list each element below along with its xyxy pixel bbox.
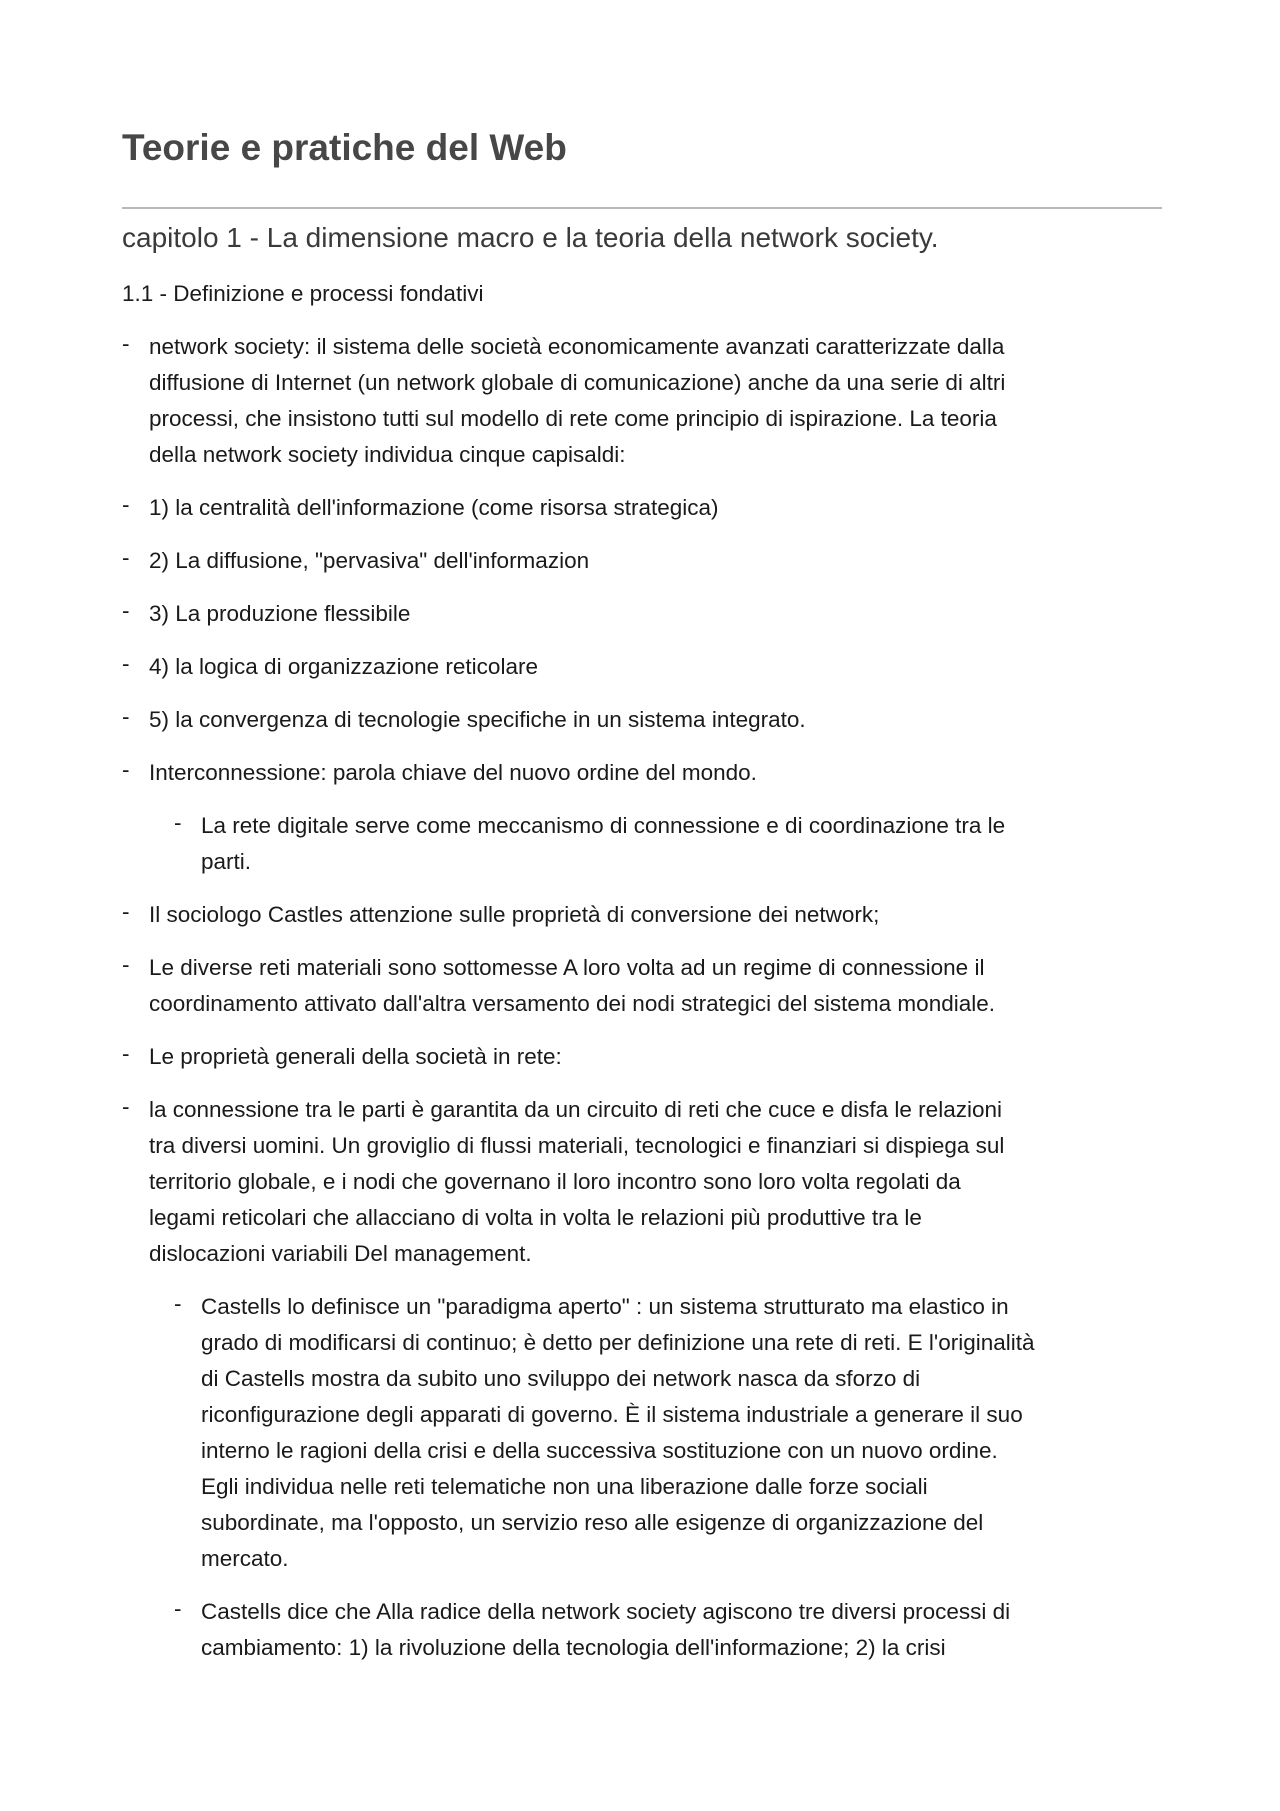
list-item-line: cambiamento: 1) la rivoluzione della tecnologia dell'informazione; 2) la crisi [201, 1635, 946, 1660]
list-item-line: Castells lo definisce un "paradigma aperto" : un sistema strutturato ma elastico in [201, 1294, 1009, 1319]
list-item [122, 543, 1172, 579]
nested-list-item [174, 808, 1172, 880]
bullet-dash: - [174, 1596, 182, 1621]
list-item-line: parti. [201, 849, 252, 874]
list-item-line: diffusione di Internet (un network globale di comunicazione) anche da una serie di altri [149, 370, 1006, 395]
bullet-dash: - [122, 1094, 130, 1119]
bullet-dash: - [122, 899, 130, 924]
list-item-line: legami reticolari che allacciano di volta in volta le relazioni più produttive tra le [149, 1205, 922, 1230]
list-item [122, 596, 1172, 632]
list-item-line: La rete digitale serve come meccanismo di connessione e di coordinazione tra le [201, 813, 1006, 838]
list-item-line: tra diversi uomini. Un groviglio di flussi materiali, tecnologici e finanziari si dispiega sul [149, 1133, 1005, 1158]
list-item-line: subordinate, ma l'opposto, un servizio reso alle esigenze di organizzazione del [201, 1510, 984, 1535]
list-item-line: 3) La produzione flessibile [149, 601, 411, 626]
list-item-line: 1) la centralità dell'informazione (come risorsa strategica) [149, 495, 719, 520]
list-item-line: Castells dice che Alla radice della network society agiscono tre diversi processi di [201, 1599, 1011, 1624]
chapter-heading: capitolo 1 - La dimensione macro e la teoria della network society. [122, 222, 939, 253]
document-title: Teorie e pratiche del Web [122, 127, 567, 168]
bullet-dash: - [122, 651, 130, 676]
list-item-line: la connessione tra le parti è garantita da un circuito di reti che cuce e disfa le relazioni [149, 1097, 1002, 1122]
list-item-line: grado di modificarsi di continuo; è detto per definizione una rete di reti. E l'originalità [201, 1330, 1035, 1355]
nested-list-item [174, 1594, 1172, 1666]
nested-list-item [174, 1289, 1172, 1577]
list-item [122, 755, 1172, 791]
list-item [122, 1092, 1172, 1272]
list-item [122, 490, 1172, 526]
bullet-dash: - [122, 492, 130, 517]
list-item-line: territorio globale, e i nodi che governano il loro incontro sono loro volta regolati da [149, 1169, 961, 1194]
list-item [122, 329, 1172, 473]
list-item [122, 649, 1172, 685]
list-item-line: mercato. [201, 1546, 289, 1571]
list-item-line: Le diverse reti materiali sono sottomesse A loro volta ad un regime di connessione il [149, 955, 985, 980]
bullet-dash: - [122, 757, 130, 782]
list-item-line: interno le ragioni della crisi e della successiva sostituzione con un nuovo ordine. [201, 1438, 998, 1463]
list-item-line: 4) la logica di organizzazione reticolare [149, 654, 538, 679]
list-item-line: processi, che insistono tutti sul modello di rete come principio di ispirazione. La teoria [149, 406, 997, 431]
list-item-line: Egli individua nelle reti telematiche non una liberazione dalle forze sociali [201, 1474, 928, 1499]
bullet-list [122, 329, 1172, 1683]
list-item [122, 1039, 1172, 1075]
list-item-line: dislocazioni variabili Del management. [149, 1241, 532, 1266]
bullet-dash: - [122, 598, 130, 623]
list-item-line: coordinamento attivato dall'altra versamento dei nodi strategici del sistema mondiale. [149, 991, 995, 1016]
list-item-line: Il sociologo Castles attenzione sulle proprietà di conversione dei network; [149, 902, 880, 927]
list-item [122, 702, 1172, 738]
list-item-line: di Castells mostra da subito uno sviluppo dei network nasca da sforzo di [201, 1366, 921, 1391]
bullet-dash: - [122, 704, 130, 729]
bullet-dash: - [122, 331, 130, 356]
list-item-line: Interconnessione: parola chiave del nuovo ordine del mondo. [149, 760, 757, 785]
list-item-line: network society: il sistema delle società economicamente avanzati caratterizzate dalla [149, 334, 1005, 359]
bullet-dash: - [174, 1291, 182, 1316]
list-item-line: 5) la convergenza di tecnologie specifiche in un sistema integrato. [149, 707, 806, 732]
title-divider [122, 207, 1162, 209]
list-item-line: 2) La diffusione, "pervasiva" dell'informazion [149, 548, 590, 573]
list-item-line: della network society individua cinque capisaldi: [149, 442, 626, 467]
section-heading: 1.1 - Definizione e processi fondativi [122, 281, 484, 306]
list-item [122, 950, 1172, 1022]
list-item [122, 897, 1172, 933]
bullet-dash: - [122, 952, 130, 977]
bullet-dash: - [174, 810, 182, 835]
list-item-line: riconfigurazione degli apparati di governo. È il sistema industriale a generare il suo [201, 1402, 1023, 1427]
bullet-dash: - [122, 545, 130, 570]
bullet-dash: - [122, 1041, 130, 1066]
list-item-line: Le proprietà generali della società in rete: [149, 1044, 562, 1069]
